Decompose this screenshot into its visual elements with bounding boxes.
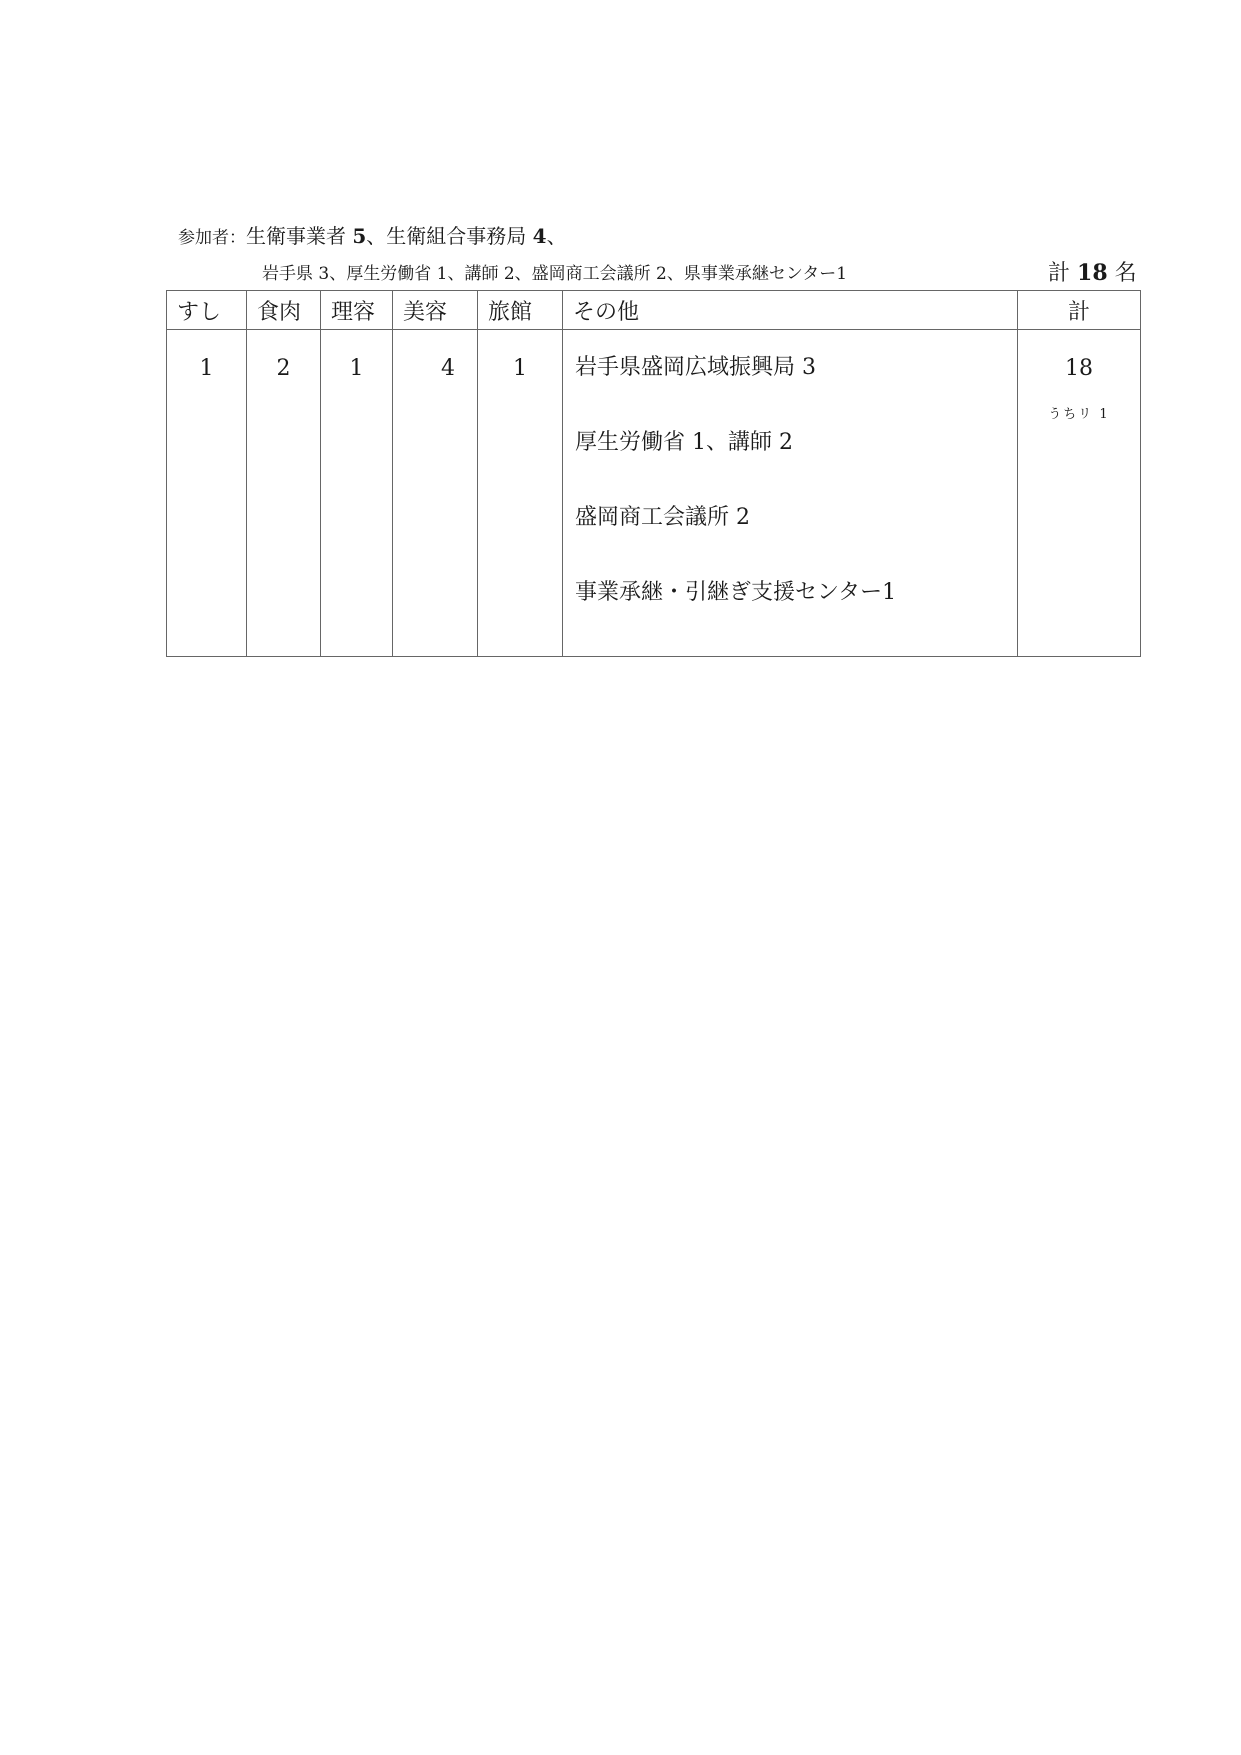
total-number: 18 xyxy=(1077,260,1108,286)
total-note: うちリ 1 xyxy=(1048,407,1110,422)
others-item: 岩手県盛岡広域振興局 3 xyxy=(575,355,816,380)
cell-others xyxy=(563,330,1018,657)
cell-barber: 1 xyxy=(321,330,393,657)
header-beauty: 美容 xyxy=(393,291,478,330)
header-barber: 理容 xyxy=(321,291,393,330)
header-ryokan: 旅館 xyxy=(478,291,563,330)
total-suffix: 名 xyxy=(1114,261,1137,286)
header-sushi: すし xyxy=(167,291,247,330)
cell-meat: 2 xyxy=(247,330,321,657)
others-item: 厚生労働省 1、講師 2 xyxy=(575,430,793,455)
total-prefix: 計 xyxy=(1048,261,1071,286)
participants-text-2: 、生衛組合事務局 xyxy=(366,224,527,248)
header-meat: 食肉 xyxy=(247,291,321,330)
participants-detail-line: 岩手県 3、厚生労働省 1、講師 2、盛岡商工会議所 2、県事業承継センター1 xyxy=(262,264,848,284)
participants-total xyxy=(1048,256,1137,287)
participants-count-1: 5 xyxy=(352,224,367,248)
participants-label: 参加者： xyxy=(178,228,246,248)
header-total: 計 xyxy=(1018,291,1141,330)
table-row xyxy=(167,330,1141,657)
cell-ryokan: 1 xyxy=(478,330,563,657)
others-item: 盛岡商工会議所 2 xyxy=(575,505,750,530)
others-item: 事業承継・引継ぎ支援センター1 xyxy=(575,580,897,605)
participants-count-2: 4 xyxy=(532,224,547,248)
cell-sushi: 1 xyxy=(167,330,247,657)
total-value: 18 xyxy=(1065,356,1093,381)
header-others: その他 xyxy=(563,291,1018,330)
table-header-row xyxy=(167,291,1141,330)
participants-table xyxy=(166,290,1141,657)
cell-total xyxy=(1018,330,1141,657)
participants-line xyxy=(178,220,567,249)
participants-text-3: 、 xyxy=(546,224,567,248)
participants-text-1: 生衛事業者 xyxy=(246,224,346,248)
cell-beauty: 4 xyxy=(393,330,478,657)
